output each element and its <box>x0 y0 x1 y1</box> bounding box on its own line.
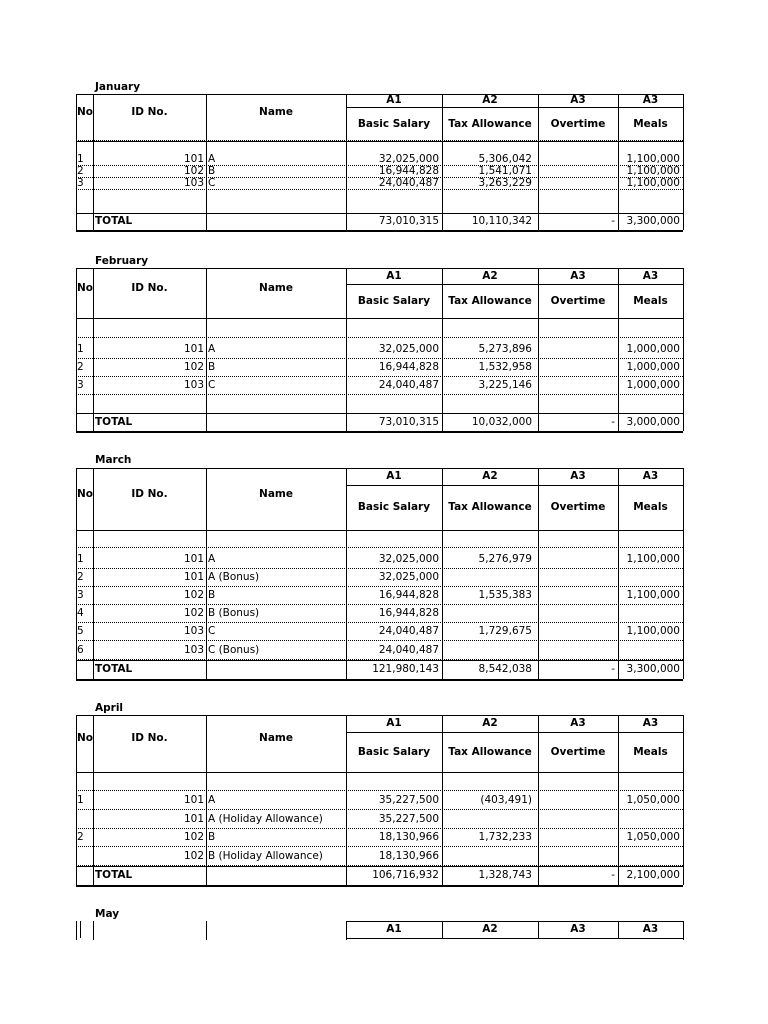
table-march <box>76 468 683 679</box>
grid-line <box>346 938 683 939</box>
grid-line <box>76 318 683 319</box>
row-basic-salary: 24,040,487 <box>378 379 439 391</box>
row-meals: 1,100,000 <box>626 625 680 637</box>
column-code: A2 <box>482 717 498 729</box>
column-header-id: ID No. <box>131 488 168 500</box>
table-april <box>76 715 683 885</box>
row-id: 102 <box>183 850 204 862</box>
row-basic-salary: 32,025,000 <box>378 153 439 165</box>
column-header-no: No <box>77 106 93 118</box>
row-id: 101 <box>183 343 204 355</box>
total-tax-allowance: 10,110,342 <box>471 215 532 227</box>
column-code: A3 <box>570 270 586 282</box>
column-header-name: Name <box>259 282 293 294</box>
total-label: TOTAL <box>95 663 133 675</box>
total-meals: 2,100,000 <box>626 869 680 881</box>
column-header-label: Meals <box>633 295 668 307</box>
row-name: B (Bonus) <box>208 607 260 619</box>
row-name: A <box>208 343 216 355</box>
column-header-name: Name <box>259 732 293 744</box>
row-id: 101 <box>183 794 204 806</box>
row-no: 5 <box>77 625 84 637</box>
row-id: 101 <box>183 153 204 165</box>
column-header-label: Overtime <box>550 118 606 130</box>
row-no: 1 <box>77 553 84 565</box>
row-basic-salary: 32,025,000 <box>378 553 439 565</box>
row-name: B (Holiday Allowance) <box>208 850 323 862</box>
row-tax-allowance: 5,273,896 <box>478 343 532 355</box>
row-id: 101 <box>183 571 204 583</box>
table-february <box>76 268 683 431</box>
total-label: TOTAL <box>95 215 133 227</box>
total-basic-salary: 73,010,315 <box>378 416 439 428</box>
column-header-no: No <box>77 488 93 500</box>
row-no: 3 <box>77 589 84 601</box>
row-meals: 1,100,000 <box>626 165 680 177</box>
row-overtime <box>538 828 618 846</box>
month-title: May <box>95 908 120 920</box>
total-label: TOTAL <box>95 869 133 881</box>
column-header-label: Meals <box>633 501 668 513</box>
row-no: 3 <box>77 177 84 189</box>
row-no: 1 <box>77 153 84 165</box>
row-basic-salary: 24,040,487 <box>378 177 439 189</box>
column-header-label: Meals <box>633 746 668 758</box>
row-overtime <box>538 810 618 828</box>
grid-line <box>76 189 683 190</box>
row-id: 102 <box>183 589 204 601</box>
row-meals: 1,100,000 <box>626 553 680 565</box>
row-tax-allowance: 1,541,071 <box>478 165 532 177</box>
column-header-id: ID No. <box>131 732 168 744</box>
total-tax-allowance: 1,328,743 <box>478 869 532 881</box>
column-header-label: Basic Salary <box>357 501 431 513</box>
column-code: A3 <box>642 717 659 729</box>
column-header-name: Name <box>259 106 293 118</box>
total-overtime: - <box>611 416 615 428</box>
row-id: 103 <box>183 379 204 391</box>
row-basic-salary: 16,944,828 <box>378 361 439 373</box>
row-meals: 1,100,000 <box>626 589 680 601</box>
row-id: 103 <box>183 625 204 637</box>
column-code: A1 <box>386 470 402 482</box>
row-overtime <box>538 177 618 189</box>
row-tax-allowance: 5,276,979 <box>478 553 532 565</box>
grid-line <box>683 715 684 885</box>
row-name: C <box>208 177 216 189</box>
grid-line <box>93 921 94 940</box>
column-code: A2 <box>482 270 498 282</box>
month-title: January <box>95 81 141 93</box>
row-overtime <box>538 586 618 604</box>
column-code: A3 <box>642 470 659 482</box>
row-tax-allowance: 1,535,383 <box>478 589 532 601</box>
row-basic-salary: 24,040,487 <box>378 644 439 656</box>
row-meals: 1,000,000 <box>626 361 680 373</box>
row-no: 2 <box>77 165 84 177</box>
row-name: B <box>208 361 216 373</box>
row-basic-salary: 16,944,828 <box>378 165 439 177</box>
column-header-no: No <box>77 282 93 294</box>
row-tax-allowance <box>442 641 538 659</box>
row-id: 102 <box>183 165 204 177</box>
row-name: A (Bonus) <box>208 571 260 583</box>
total-overtime: - <box>611 663 615 675</box>
total-basic-salary: 106,716,932 <box>372 869 439 881</box>
row-tax-allowance: 5,306,042 <box>478 153 532 165</box>
column-header-label: Overtime <box>550 501 606 513</box>
row-overtime <box>538 604 618 622</box>
row-no: 1 <box>77 343 84 355</box>
table-january <box>76 94 683 230</box>
column-code: A1 <box>386 270 402 282</box>
row-meals: 1,100,000 <box>626 153 680 165</box>
column-header-label: Tax Allowance <box>448 295 532 307</box>
row-tax-allowance: 1,732,233 <box>478 831 532 843</box>
row-overtime <box>538 847 618 865</box>
column-header-id: ID No. <box>131 282 168 294</box>
row-id: 103 <box>183 644 204 656</box>
row-overtime <box>538 550 618 568</box>
month-title: March <box>95 454 132 466</box>
row-meals <box>618 847 683 865</box>
row-name: A (Holiday Allowance) <box>208 813 323 825</box>
grid-line <box>76 431 683 433</box>
grid-line <box>76 885 683 887</box>
row-overtime <box>538 358 618 376</box>
grid-line <box>76 394 683 395</box>
row-overtime <box>538 153 618 165</box>
column-code: A1 <box>386 717 402 729</box>
total-meals: 3,300,000 <box>626 663 680 675</box>
column-header-no: No <box>77 732 93 744</box>
total-meals: 3,000,000 <box>626 416 680 428</box>
total-basic-salary: 121,980,143 <box>372 663 439 675</box>
row-overtime <box>538 165 618 177</box>
row-basic-salary: 24,040,487 <box>378 625 439 637</box>
row-name: A <box>208 153 216 165</box>
grid-line <box>206 921 207 940</box>
row-no: 4 <box>77 607 84 619</box>
total-overtime: - <box>611 869 615 881</box>
column-code: A1 <box>386 923 402 935</box>
row-name: C <box>208 379 216 391</box>
grid-line <box>683 268 684 431</box>
month-title: April <box>95 702 124 714</box>
column-code: A2 <box>482 923 498 935</box>
row-meals: 1,050,000 <box>626 794 680 806</box>
row-meals: 1,050,000 <box>626 831 680 843</box>
row-meals <box>618 568 683 586</box>
row-id: 102 <box>183 361 204 373</box>
column-header-label: Tax Allowance <box>448 501 532 513</box>
total-basic-salary: 73,010,315 <box>378 215 439 227</box>
column-code: A1 <box>386 94 402 106</box>
row-name: B <box>208 831 216 843</box>
row-tax-allowance: 3,263,229 <box>478 177 532 189</box>
grid-line <box>76 679 683 681</box>
grid-line <box>80 921 81 938</box>
row-tax-allowance: 1,729,675 <box>478 625 532 637</box>
row-tax-allowance: (403,491) <box>480 794 532 806</box>
row-tax-allowance <box>442 847 538 865</box>
row-overtime <box>538 622 618 640</box>
row-basic-salary: 32,025,000 <box>378 343 439 355</box>
column-code: A3 <box>642 94 659 106</box>
row-basic-salary: 18,130,966 <box>378 831 439 843</box>
grid-line <box>76 547 683 548</box>
row-basic-salary: 35,227,500 <box>378 794 439 806</box>
total-tax-allowance: 10,032,000 <box>471 416 532 428</box>
grid-line <box>76 141 683 142</box>
row-id: 101 <box>183 553 204 565</box>
row-basic-salary: 18,130,966 <box>378 850 439 862</box>
grid-line <box>76 772 683 773</box>
column-header-label: Overtime <box>550 746 606 758</box>
column-code: A3 <box>642 923 659 935</box>
row-overtime <box>538 791 618 809</box>
grid-line <box>76 337 683 338</box>
column-header-id: ID No. <box>131 106 168 118</box>
row-no: 6 <box>77 644 84 656</box>
column-header-name: Name <box>259 488 293 500</box>
grid-line <box>683 94 684 230</box>
row-tax-allowance: 1,532,958 <box>478 361 532 373</box>
column-header-label: Tax Allowance <box>448 746 532 758</box>
row-no: 3 <box>77 379 84 391</box>
row-meals <box>618 604 683 622</box>
row-meals <box>618 810 683 828</box>
column-header-label: Meals <box>633 118 668 130</box>
table-may <box>76 921 683 940</box>
row-tax-allowance <box>442 604 538 622</box>
row-basic-salary: 35,227,500 <box>378 813 439 825</box>
row-basic-salary: 32,025,000 <box>378 571 439 583</box>
row-tax-allowance <box>442 810 538 828</box>
row-tax-allowance <box>442 568 538 586</box>
row-id: 101 <box>183 813 204 825</box>
row-tax-allowance: 3,225,146 <box>478 379 532 391</box>
total-tax-allowance: 8,542,038 <box>478 663 532 675</box>
row-id: 102 <box>183 831 204 843</box>
row-overtime <box>538 568 618 586</box>
row-name: C <box>208 625 216 637</box>
total-meals: 3,300,000 <box>626 215 680 227</box>
row-id: 103 <box>183 177 204 189</box>
row-basic-salary: 16,944,828 <box>378 589 439 601</box>
row-name: A <box>208 553 216 565</box>
total-overtime: - <box>611 215 615 227</box>
grid-line <box>76 530 683 531</box>
column-code: A3 <box>570 94 586 106</box>
row-overtime <box>538 641 618 659</box>
row-name: B <box>208 589 216 601</box>
row-overtime <box>538 340 618 358</box>
column-header-label: Basic Salary <box>357 118 431 130</box>
row-meals: 1,000,000 <box>626 379 680 391</box>
column-code: A3 <box>570 717 586 729</box>
row-name: B <box>208 165 216 177</box>
row-no <box>76 847 93 865</box>
column-code: A2 <box>482 470 498 482</box>
row-name: C (Bonus) <box>208 644 260 656</box>
grid-line <box>76 921 77 940</box>
grid-line <box>76 140 683 141</box>
column-header-label: Basic Salary <box>357 746 431 758</box>
row-meals: 1,100,000 <box>626 177 680 189</box>
column-code: A2 <box>482 94 498 106</box>
row-meals <box>618 641 683 659</box>
total-label: TOTAL <box>95 416 133 428</box>
column-code: A3 <box>570 923 586 935</box>
row-basic-salary: 16,944,828 <box>378 607 439 619</box>
column-header-label: Overtime <box>550 295 606 307</box>
row-meals: 1,000,000 <box>626 343 680 355</box>
row-no <box>76 810 93 828</box>
row-overtime <box>538 376 618 394</box>
row-no: 2 <box>77 571 84 583</box>
row-no: 2 <box>77 361 84 373</box>
grid-line <box>683 468 684 679</box>
row-name: A <box>208 794 216 806</box>
column-header-label: Tax Allowance <box>448 118 532 130</box>
row-no: 1 <box>77 794 84 806</box>
row-id: 102 <box>183 607 204 619</box>
grid-line <box>76 230 683 232</box>
row-no: 2 <box>77 831 84 843</box>
month-title: February <box>95 255 149 267</box>
column-header-label: Basic Salary <box>357 295 431 307</box>
column-code: A3 <box>642 270 659 282</box>
grid-line <box>683 921 684 940</box>
column-code: A3 <box>570 470 586 482</box>
